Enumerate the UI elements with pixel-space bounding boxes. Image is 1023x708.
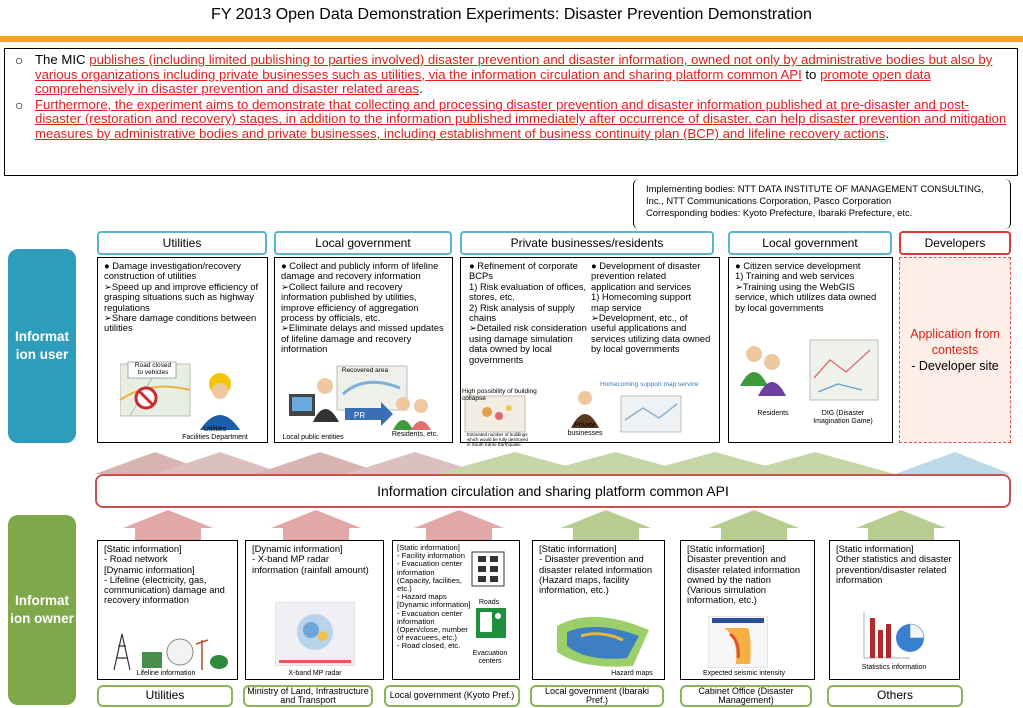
resident-icon — [393, 420, 413, 430]
page-title: FY 2013 Open Data Demonstration Experiments: Disaster Prevention Demonstration — [211, 6, 812, 23]
hazard-map-thumbnail — [553, 606, 653, 670]
statistics-caption: Statistics information — [861, 664, 927, 671]
gas-tank-icon — [167, 639, 193, 665]
building-collapse-label: High possibility of building collapse — [462, 388, 537, 402]
owner-footer-kyoto: Local government (Kyoto Pref.) — [384, 685, 520, 707]
corresponding-bodies-text: Corresponding bodies: Kyoto Prefecture, Ibaraki Prefecture, etc. — [646, 207, 913, 219]
information-owner-label: Informat ion owner — [8, 515, 76, 705]
owner-text: [Static information] - Disaster prevention and disaster related information (Hazard maps, facility information, etc.) — [539, 543, 653, 596]
pr-label: PR — [354, 411, 366, 420]
citizen-service-illustration — [738, 338, 888, 410]
roads-label: Roads — [478, 599, 500, 606]
utility-pole-icon — [196, 640, 208, 670]
upward-flow-arrows — [95, 446, 1011, 474]
telephone-icon — [210, 655, 228, 669]
resident-icon — [740, 372, 768, 386]
radar-map-thumbnail — [275, 602, 355, 666]
owner-footer-cabinet-office: Cabinet Office (Disaster Management) — [680, 685, 812, 707]
local-gov-illustration — [285, 364, 445, 436]
user-local-gov-text: ● Collect and publicly inform of lifeline damage and recovery information ➢Collect failure and recovery information published by utilities, improve efficiency of aggregation process by officials, etc. ➢Eliminate delays and missed updates of lifeline damage and recovery information — [281, 260, 444, 355]
user-header-private-businesses: Private businesses/residents — [460, 231, 714, 255]
owner-footer-ibaraki: Local government (Ibaraki Pref.) — [530, 685, 664, 707]
intro-paragraph-2 — [15, 98, 1007, 142]
building-collapse-note: Estimated number of buildings which would be fully destroyed in South Kanto Earthquake — [467, 432, 529, 447]
homecoming-map-thumbnail — [621, 396, 681, 432]
intro-box — [4, 48, 1018, 176]
owner-footer-utilities: Utilities — [97, 685, 233, 707]
implementing-bodies-text: Implementing bodies: NTT DATA INSTITUTE OF MANAGEMENT CONSULTING, Inc., NTT Communications Corporation, Pasco Corporation — [646, 183, 984, 207]
common-api-bar: Information circulation and sharing platform common API — [95, 474, 1011, 508]
intro-p2-highlight: Furthermore, the experiment aims to demonstrate that collecting and processing disaster prevention and disaster information published at pre-disaster and post-disaster (restoration and recovery) stages, in addition to the information published immediately after occurrence of disaster, can help disaster prevention and mitigation measures by administrative bodies and private businesses, including establishment of business continuity plan (BCP) and lifeline recovery actions — [35, 96, 1007, 141]
hazard-maps-caption: Hazard maps — [611, 670, 653, 677]
private-businesses-caption: Private businesses — [567, 422, 603, 437]
intro-p1-highlight-1: publishes (including limited publishing to parties involved) disaster prevention and disaster information, owned not only by administrative bodies but also by various organizations including private businesses such as utilities, via the information circulation and sharing platform common API — [35, 52, 993, 82]
evacuation-centers-label: Evacuation centers — [472, 650, 508, 665]
lifeline-caption: Lifeline information — [136, 670, 196, 677]
owner-text: [Static information] Other statistics and disaster prevention/disaster related information — [836, 543, 952, 585]
residents-caption: Residents, etc. — [391, 431, 439, 438]
owner-text: [Static information] Disaster prevention and disaster related information owned by the nation (Various simulation information, etc.) — [687, 543, 801, 606]
owner-text: [Static information] - Facility information - Evacuation center information (Capacity, facilities, etc.) - Hazard maps [Dynamic information] - Evacuation center information (Open/close, number of evacuees, etc.) - Road closed, etc. — [397, 543, 471, 651]
seismic-map-thumbnail — [708, 616, 768, 668]
local-public-entities-caption: Local public entities — [282, 434, 344, 441]
user-utilities-text: ● Damage investigation/recovery construction of utilities ➢Speed up and improve efficiency of grasping situations such as highway regulations ➢Share damage conditions between utilities — [104, 260, 259, 334]
owner-footer-mlit: Ministry of Land, Infrastructure and Transport — [243, 685, 373, 707]
private-text-left: ● Refinement of corporate BCPs 1) Risk evaluation of offices, stores, etc. 2) Risk analysis of supply chains ➢Detailed risk consideration using damage simulation data owned by local governments — [469, 260, 587, 365]
title-divider — [0, 36, 1023, 42]
dig-caption: DIG (Disaster Imagination Game) — [813, 410, 873, 425]
bar-icon — [870, 618, 875, 658]
bullet-circle-icon: ○ — [15, 96, 24, 113]
intro-p1-lead: The MIC — [35, 52, 90, 67]
traffic-jam-icon — [472, 552, 504, 586]
developers-box — [899, 257, 1011, 443]
intro-p1-end: . — [419, 81, 423, 97]
owner-text: [Static information] - Road network [Dynamic information] - Lifeline (electricity, gas, communication) damage and recovery information — [104, 543, 225, 606]
information-user-label: Informat ion user — [8, 249, 76, 443]
intro-paragraph-1 — [15, 53, 1007, 97]
lifeline-illustration — [104, 630, 232, 672]
user-header-local-government-2: Local government — [728, 231, 892, 255]
residents-caption-2: Residents — [757, 410, 789, 417]
official-icon — [313, 409, 339, 422]
bullet-circle-icon: ○ — [15, 52, 24, 68]
user-header-utilities: Utilities — [97, 231, 267, 255]
owner-to-api-arrows — [95, 510, 1011, 540]
implementing-bodies-note — [633, 179, 1011, 229]
owner-text: [Dynamic information] - X-band MP radar information (rainfall amount) — [252, 543, 369, 575]
road-closed-label: Road closed to vehicles — [134, 362, 172, 376]
kyoto-icons — [470, 550, 510, 646]
user-header-local-government: Local government — [274, 231, 452, 255]
resident-icon — [411, 421, 431, 430]
private-text-right: ● Development of disaster prevention related application and services 1) Homecoming support map service ➢Development, etc., of useful applications and services utilizing data owned by local governments — [591, 260, 711, 355]
homecoming-map-label: Homecoming support map service — [600, 381, 699, 388]
seismic-intensity-caption: Expected seismic intensity — [702, 670, 786, 677]
statistics-illustration — [862, 608, 928, 662]
x-band-radar-caption: X-band MP radar — [288, 670, 342, 677]
owner-footer-others: Others — [827, 685, 963, 707]
intro-p2-end: . — [885, 125, 889, 141]
intro-p1-highlight-2: promote open data comprehensively in disaster prevention and disaster related areas — [35, 66, 931, 97]
user-header-developers: Developers — [899, 231, 1011, 255]
developer-site-text: - Developer site — [911, 359, 999, 373]
recovered-area-label: Recovered area — [341, 367, 389, 374]
power-tower-icon — [114, 634, 130, 670]
utilities-dept-caption: Utilities Facilities Department — [182, 426, 248, 441]
factory-icon — [142, 652, 162, 668]
application-contests-text: Application from contests — [910, 327, 1000, 357]
user-local-gov2-text: ● Citizen service development 1) Training and web services ➢Training using the WebGIS service, which utilizes data owned by local governments — [735, 260, 877, 313]
intro-p1-mid: to — [801, 66, 821, 82]
